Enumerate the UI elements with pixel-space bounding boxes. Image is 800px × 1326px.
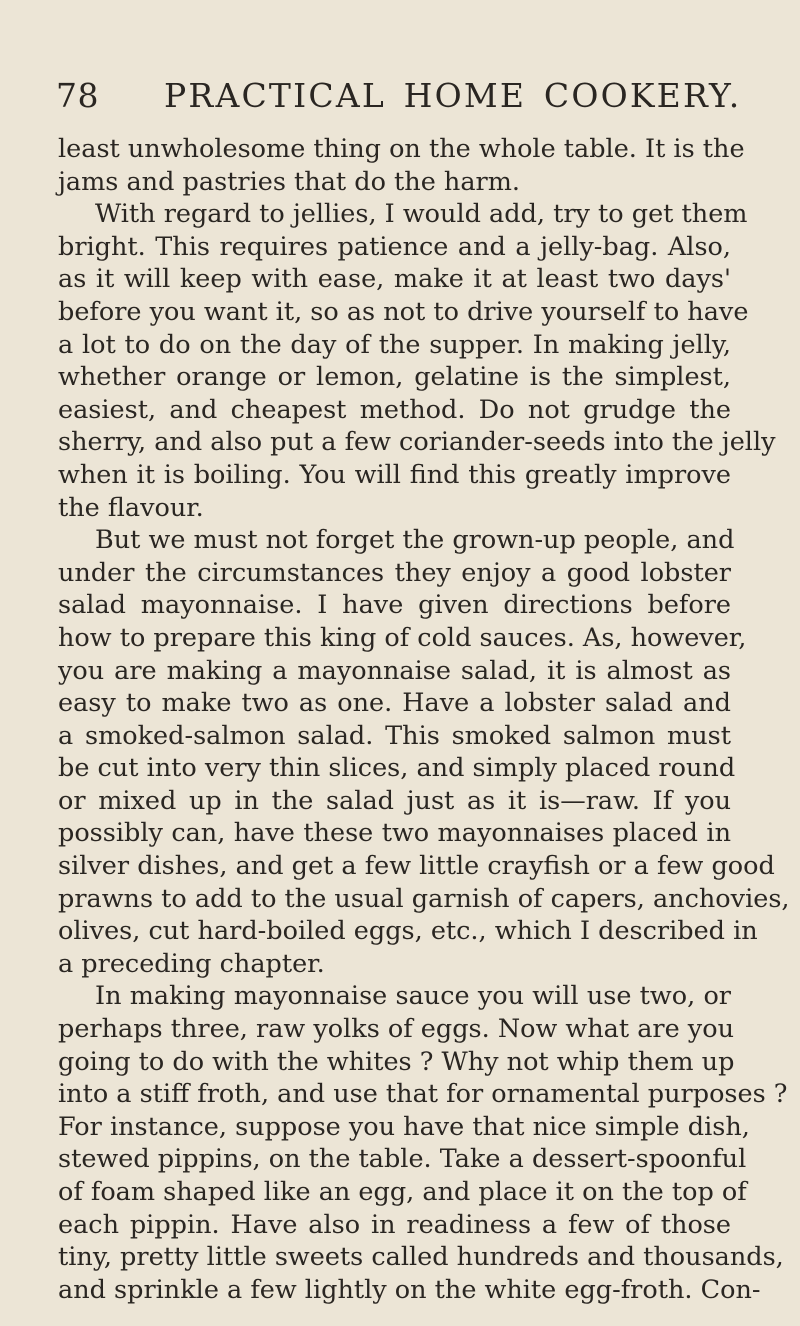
- text-line: easy to make two as one. Have a lobster salad and: [58, 688, 731, 719]
- text-line: as it will keep with ease, make it at least two days': [58, 264, 731, 295]
- text-line: whether orange or lemon, gelatine is the simplest,: [58, 362, 731, 393]
- text-line: easiest, and cheapest method. Do not grudge the: [58, 394, 731, 425]
- text-line: possibly can, have these two mayonnaises placed in: [58, 818, 731, 849]
- text-line: stewed pippins, on the table. Take a dessert-spoonful: [58, 1144, 747, 1175]
- text-line: and sprinkle a few lightly on the white egg-froth. Con-: [58, 1274, 761, 1305]
- text-line: a smoked-salmon salad. This smoked salmon must: [58, 720, 731, 751]
- text-line: the flavour.: [58, 492, 204, 523]
- running-head: [56, 76, 746, 124]
- text-line: when it is boiling. You will find this greatly improve: [58, 459, 731, 490]
- text-line: of foam shaped like an egg, and place it on the top of: [58, 1177, 747, 1207]
- page-header-title: PRACTICAL HOME COOKERY.: [164, 76, 742, 115]
- text-line: each pippin. Have also in readiness a few of those: [58, 1209, 731, 1240]
- text-line: tiny, pretty little sweets called hundreds and thousands,: [58, 1242, 784, 1273]
- text-line: least unwholesome thing on the whole table. It is the: [58, 134, 745, 164]
- text-line: silver dishes, and get a few little crayfish or a few good: [58, 851, 775, 882]
- text-line: or mixed up in the salad just as it is—raw. If you: [58, 785, 731, 816]
- text-line: perhaps three, raw yolks of eggs. Now what are you: [58, 1014, 734, 1045]
- text-line: bright. This requires patience and a jelly-bag. Also,: [58, 231, 731, 262]
- text-line: For instance, suppose you have that nice simple dish,: [58, 1111, 750, 1142]
- text-line: With regard to jellies, I would add, try to get them: [95, 199, 748, 230]
- text-line: into a stiff froth, and use that for ornamental purposes ?: [58, 1079, 788, 1110]
- text-line: jams and pastries that do the harm.: [58, 166, 521, 197]
- text-line: you are making a mayonnaise salad, it is almost as: [58, 655, 731, 686]
- text-line: In making mayonnaise sauce you will use two, or: [95, 981, 731, 1012]
- body-text: [58, 133, 790, 1306]
- text-line: going to do with the whites ? Why not whip them up: [58, 1046, 735, 1077]
- page-number: 78: [56, 76, 99, 115]
- text-line: salad mayonnaise. I have given directions before: [58, 590, 731, 621]
- text-line: how to prepare this king of cold sauces. As, however,: [58, 622, 747, 653]
- text-line: be cut into very thin slices, and simply placed round: [58, 753, 736, 784]
- text-line: before you want it, so as not to drive yourself to have: [58, 296, 749, 327]
- text-line: sherry, and also put a few coriander-seeds into the jelly: [58, 427, 776, 458]
- text-line: But we must not forget the grown-up people, and: [95, 525, 735, 556]
- text-line: a lot to do on the day of the supper. In making jelly,: [58, 329, 731, 360]
- text-line: under the circumstances they enjoy a good lobster: [58, 557, 731, 588]
- text-line: prawns to add to the usual garnish of capers, anchovies,: [58, 883, 790, 914]
- text-line: a preceding chapter.: [58, 948, 325, 979]
- text-line: olives, cut hard-boiled eggs, etc., which I described in: [58, 916, 758, 947]
